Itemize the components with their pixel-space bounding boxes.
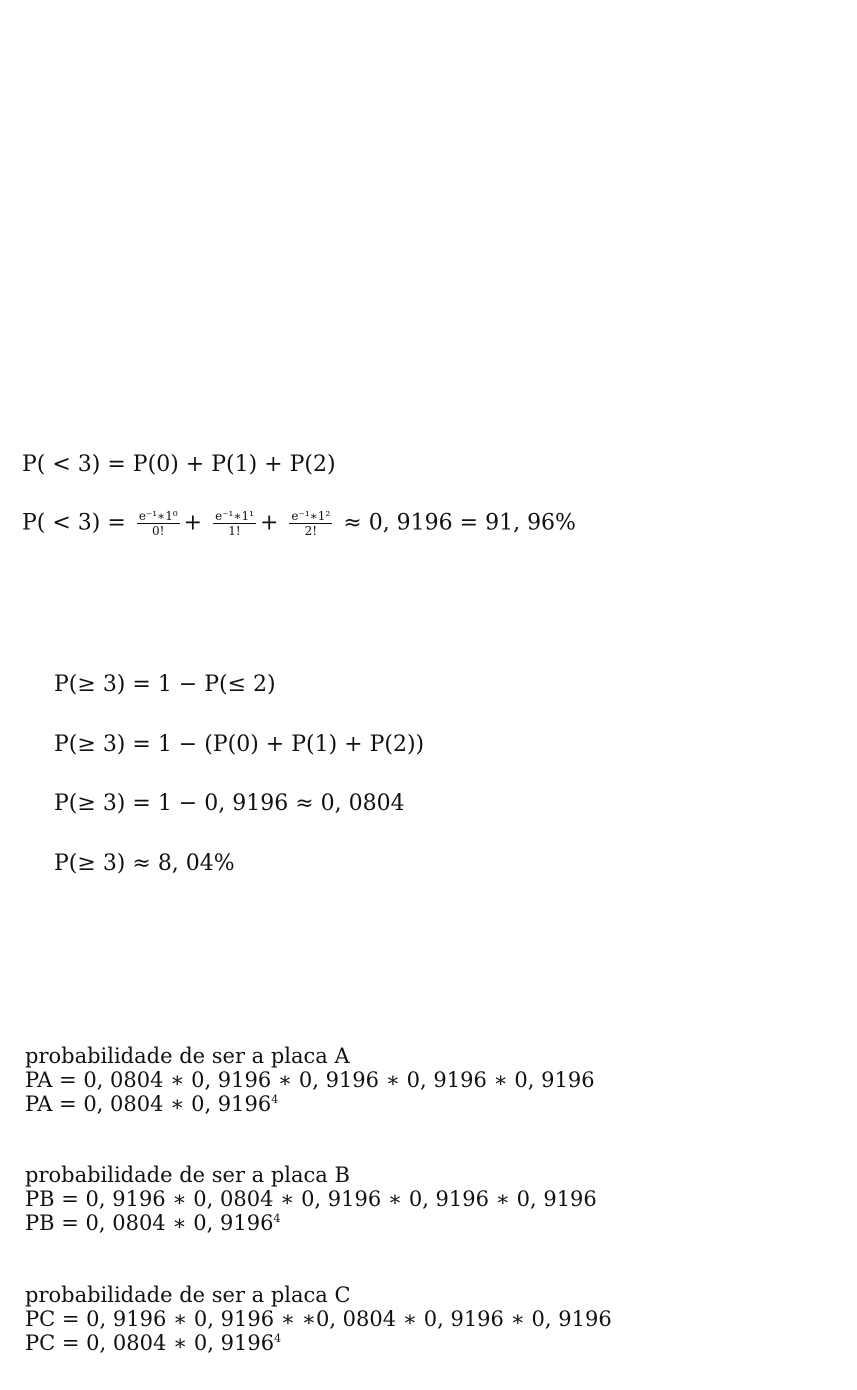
plate-c-block xyxy=(25,1283,612,1355)
complement-line-4: P(≥ 3) ≈ 8, 04% xyxy=(54,851,235,876)
fraction-term-1 xyxy=(213,510,256,537)
equation-result: ≈ 0, 9196 = 91, 96% xyxy=(343,510,576,536)
plate-product: PC = 0, 9196 ∗ 0, 9196 ∗ ∗0, 0804 ∗ 0, 9196 ∗ 0, 9196 xyxy=(25,1307,612,1331)
plate-compact xyxy=(25,1211,597,1235)
fraction-denominator: 0! xyxy=(152,524,165,538)
plate-product: PB = 0, 9196 ∗ 0, 0804 ∗ 0, 9196 ∗ 0, 9196 ∗ 0, 9196 xyxy=(25,1187,597,1211)
plate-compact-exponent: 4 xyxy=(273,1212,281,1225)
equation-p-less-3-sum xyxy=(22,452,336,478)
plate-compact-base: PA = 0, 0804 ∗ 0, 9196 xyxy=(25,1092,272,1116)
equation-text: P( < 3) = P(0) + P(1) + P(2) xyxy=(22,452,336,477)
plate-heading: probabilidade de ser a placa B xyxy=(25,1163,350,1187)
fraction-denominator: 2! xyxy=(304,524,318,538)
fraction-denominator: 1! xyxy=(228,524,241,538)
plate-product: PA = 0, 0804 ∗ 0, 9196 ∗ 0, 9196 ∗ 0, 9196 ∗ 0, 9196 xyxy=(25,1068,595,1092)
plate-compact-exponent: 4 xyxy=(274,1332,282,1345)
plate-heading: probabilidade de ser a placa A xyxy=(25,1044,350,1068)
plate-compact xyxy=(25,1092,595,1116)
plate-compact xyxy=(25,1331,612,1355)
plate-compact-exponent: 4 xyxy=(271,1093,279,1106)
fraction-term-0 xyxy=(137,510,180,537)
fraction-term-2 xyxy=(289,510,332,537)
plus-sign: + xyxy=(183,510,203,536)
complement-line-3: P(≥ 3) = 1 − 0, 9196 ≈ 0, 0804 xyxy=(54,791,405,816)
plate-compact-base: PC = 0, 0804 ∗ 0, 9196 xyxy=(25,1331,275,1355)
complement-line-2: P(≥ 3) = 1 − (P(0) + P(1) + P(2)) xyxy=(54,732,425,757)
equation-prefix: P( < 3) = xyxy=(22,510,126,536)
plate-heading: probabilidade de ser a placa C xyxy=(25,1283,351,1307)
plate-b-block xyxy=(25,1163,597,1235)
fraction-numerator: e⁻¹∗1² xyxy=(291,509,331,523)
plate-compact-base: PB = 0, 0804 ∗ 0, 9196 xyxy=(25,1211,274,1235)
fraction-numerator: e⁻¹∗1¹ xyxy=(215,509,254,523)
equation-p-less-3-poisson xyxy=(22,510,576,537)
plus-sign: + xyxy=(259,510,279,536)
complement-line-1: P(≥ 3) = 1 − P(≤ 2) xyxy=(54,672,276,697)
fraction-numerator: e⁻¹∗1⁰ xyxy=(138,509,178,523)
plate-a-block xyxy=(25,1044,595,1116)
